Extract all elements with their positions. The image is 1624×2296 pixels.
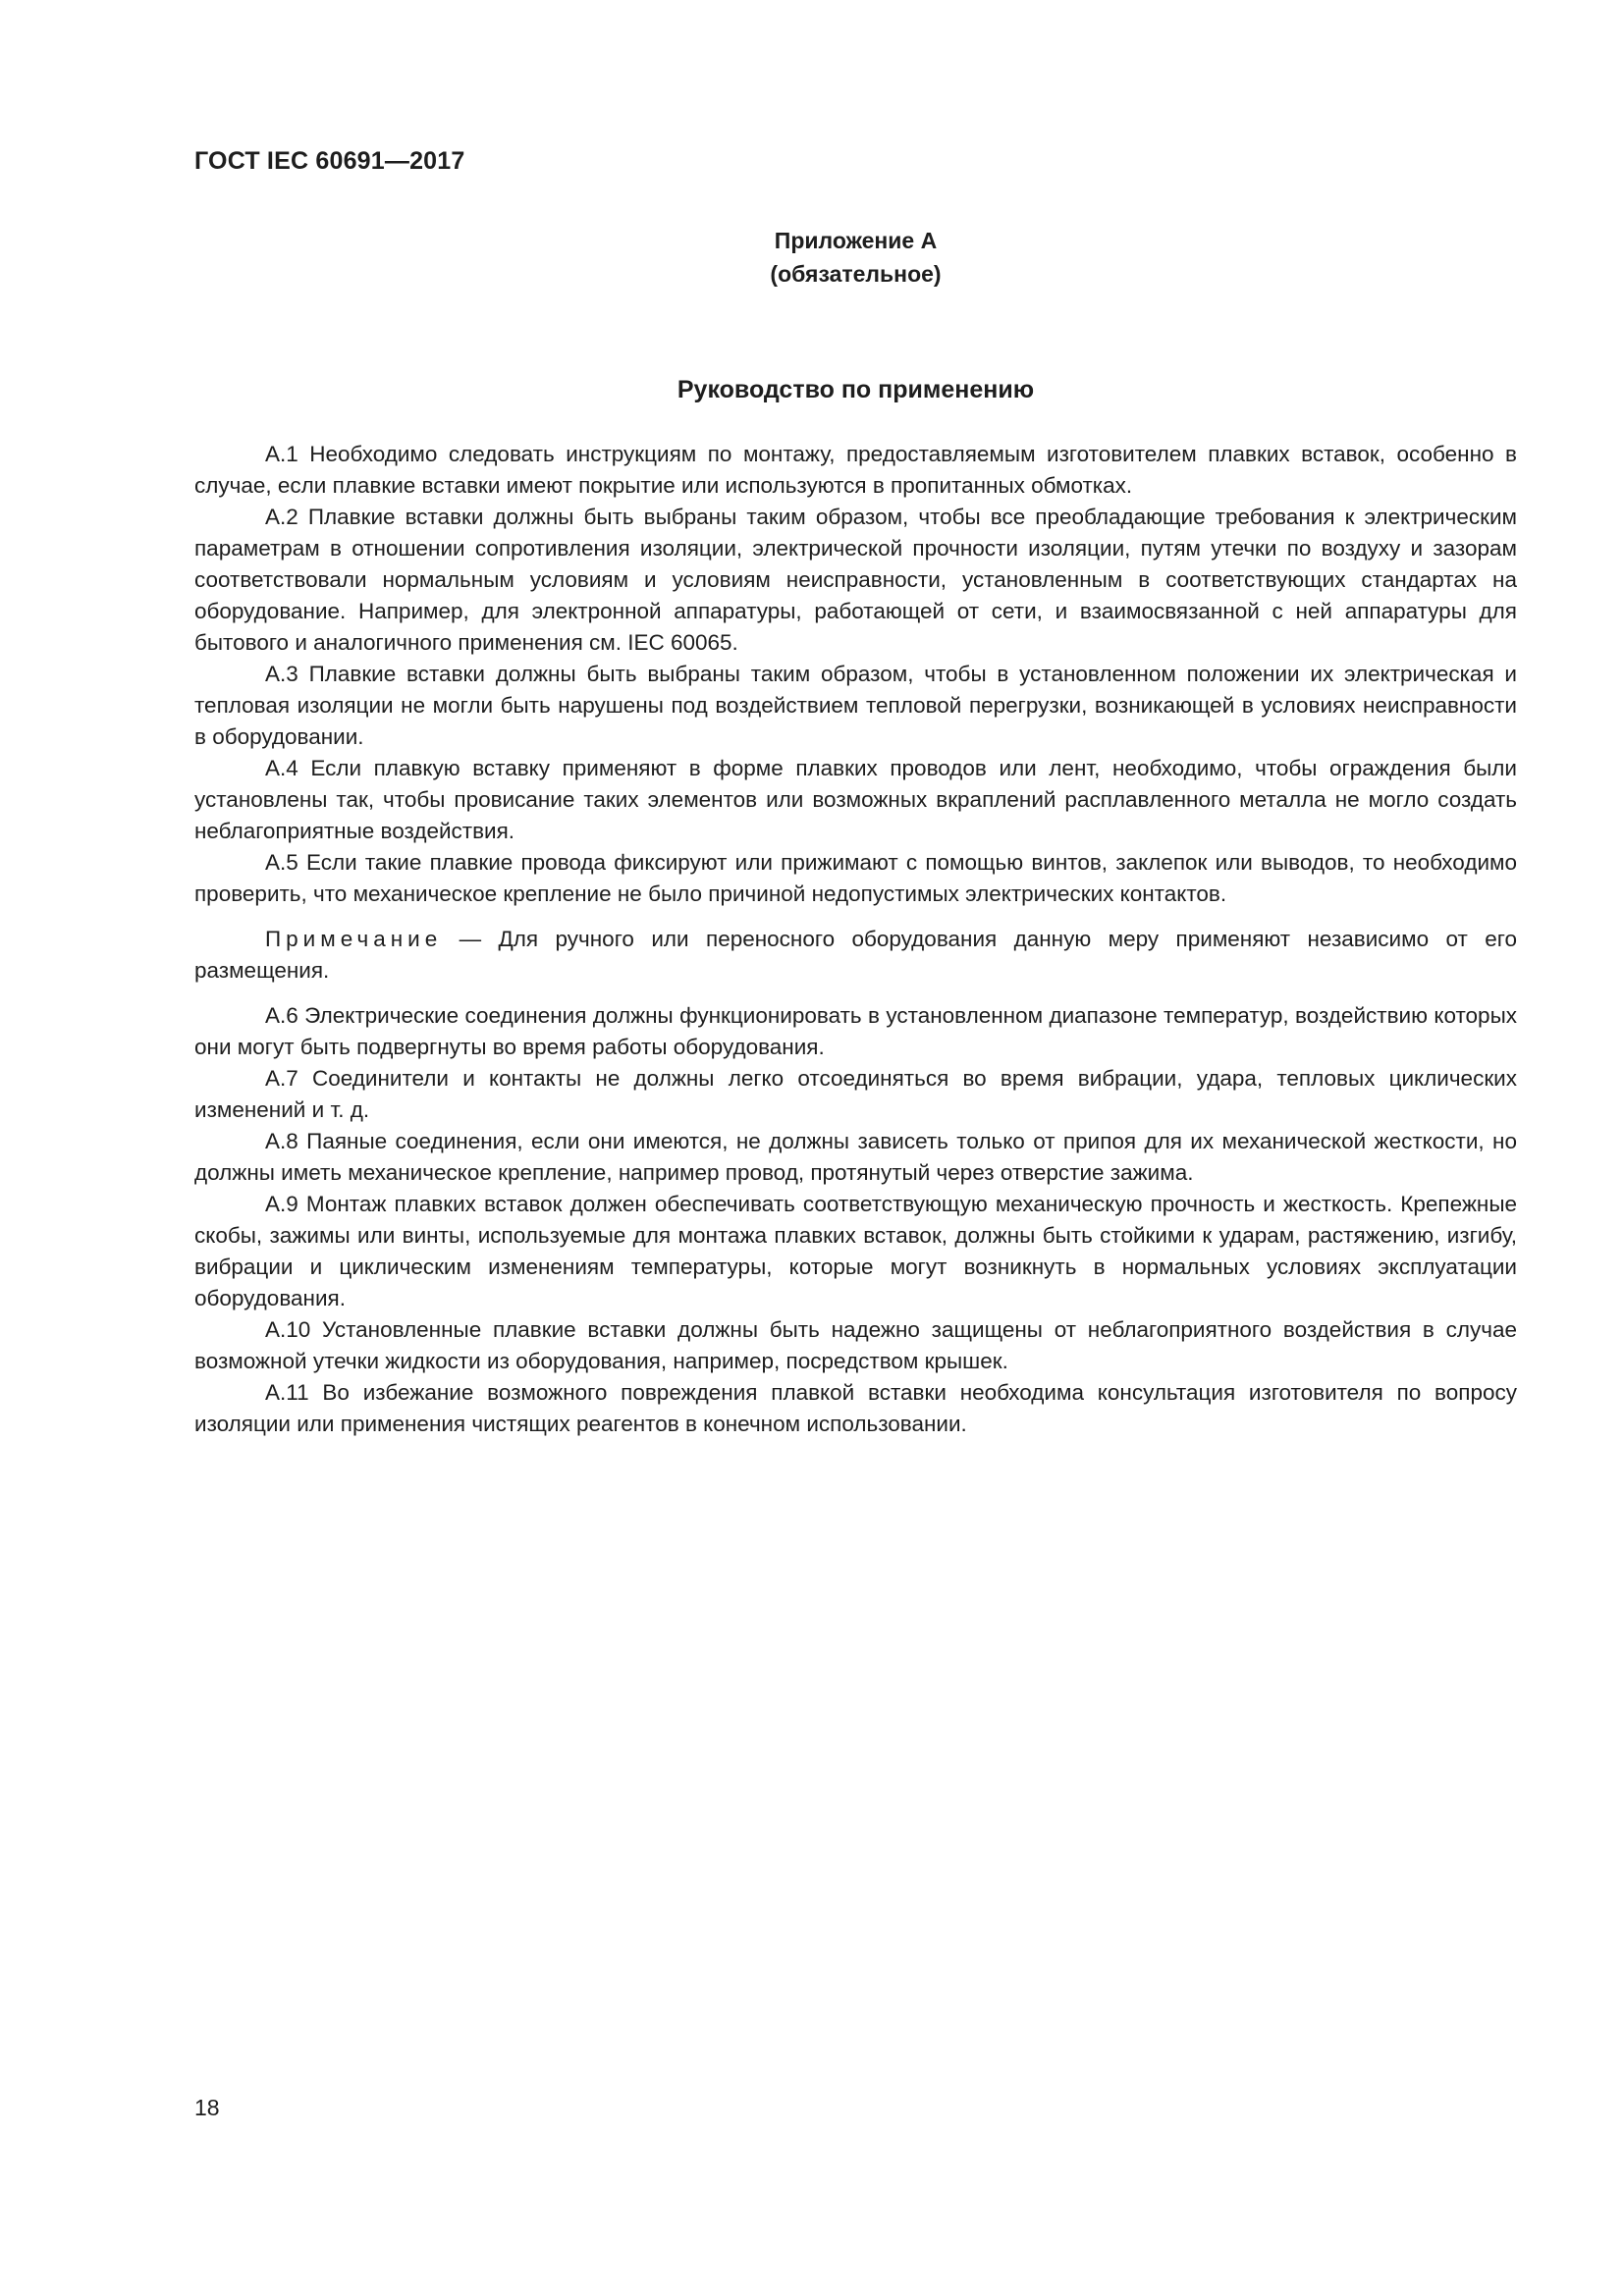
- section-title: Руководство по применению: [677, 376, 1035, 403]
- paragraph-a8: А.8 Паяные соединения, если они имеются, не должны зависеть только от припоя для их механической жесткости, но должны иметь механическое крепление, например провод, протянутый через отверстие зажима.: [194, 1129, 1517, 1185]
- paragraph-a6: А.6 Электрические соединения должны функционировать в установленном диапазоне температур, воздействию которых они могут быть подвергнуты во время работы оборудования.: [194, 1003, 1517, 1059]
- appendix-heading: [194, 224, 1517, 291]
- appendix-title: Приложение А: [774, 228, 938, 253]
- appendix-status: (обязательное): [770, 261, 942, 287]
- note-text: — Для ручного или переносного оборудования данную меру применяют независимо от его размещения.: [194, 927, 1517, 983]
- paragraph-a9: А.9 Монтаж плавких вставок должен обеспечивать соответствующую механическую прочность и жесткость. Крепежные скобы, зажимы или винты, используемые для монтажа плавких вставок, должны быть стойкими к ударам, растяжению, изгибу, вибрации и циклическим изменениям температуры, которые могут возникнуть в нормальных условиях эксплуатации оборудования.: [194, 1192, 1517, 1310]
- paragraph-a7: А.7 Соединители и контакты не должны легко отсоединяться во время вибрации, удара, тепловых циклических изменений и т. д.: [194, 1066, 1517, 1122]
- paragraph-a3: А.3 Плавкие вставки должны быть выбраны таким образом, чтобы в установленном положении их электрическая и тепловая изоляции не могли быть нарушены под воздействием тепловой перегрузки, возникающей в условиях неисправности в оборудовании.: [194, 662, 1517, 749]
- paragraph-a2: А.2 Плавкие вставки должны быть выбраны таким образом, чтобы все преобладающие требования к электрическим параметрам в отношении сопротивления изоляции, электрической прочности изоляции, путям утечки по воздуху и зазорам соответствовали нормальным условиям и условиям неисправности, установленным в соответствующих стандартах на оборудование. Например, для электронной аппаратуры, работающей от сети, и взаимосвязанной с ней аппаратуры для бытового и аналогичного применения см. IEC 60065.: [194, 505, 1517, 655]
- note-label: Примечание: [265, 927, 443, 951]
- page-number: 18: [194, 2095, 220, 2120]
- paragraph-a5: А.5 Если такие плавкие провода фиксируют или прижимают с помощью винтов, заклепок или выводов, то необходимо проверить, что механическое крепление не было причиной недопустимых электрических контактов.: [194, 850, 1517, 906]
- paragraph-a11: А.11 Во избежание возможного повреждения плавкой вставки необходима консультация изготовителя по вопросу изоляции или применения чистящих реагентов в конечном использовании.: [194, 1380, 1517, 1436]
- document-body: [194, 439, 1517, 1440]
- paragraph-a10: А.10 Установленные плавкие вставки должны быть надежно защищены от неблагоприятного воздействия в случае возможной утечки жидкости из оборудования, например, посредством крышек.: [194, 1317, 1517, 1373]
- document-code-header: ГОСТ IEC 60691—2017: [194, 147, 465, 175]
- note-paragraph: [194, 924, 1517, 987]
- paragraph-a1: А.1 Необходимо следовать инструкциям по монтажу, предоставляемым изготовителем плавких вставок, особенно в случае, если плавкие вставки имеют покрытие или используются в пропитанных обмотках.: [194, 442, 1517, 498]
- paragraph-a4: А.4 Если плавкую вставку применяют в форме плавких проводов или лент, необходимо, чтобы ограждения были установлены так, чтобы провисание таких элементов или возможных вкраплений расплавленного металла не могло создать неблагоприятные воздействия.: [194, 756, 1517, 843]
